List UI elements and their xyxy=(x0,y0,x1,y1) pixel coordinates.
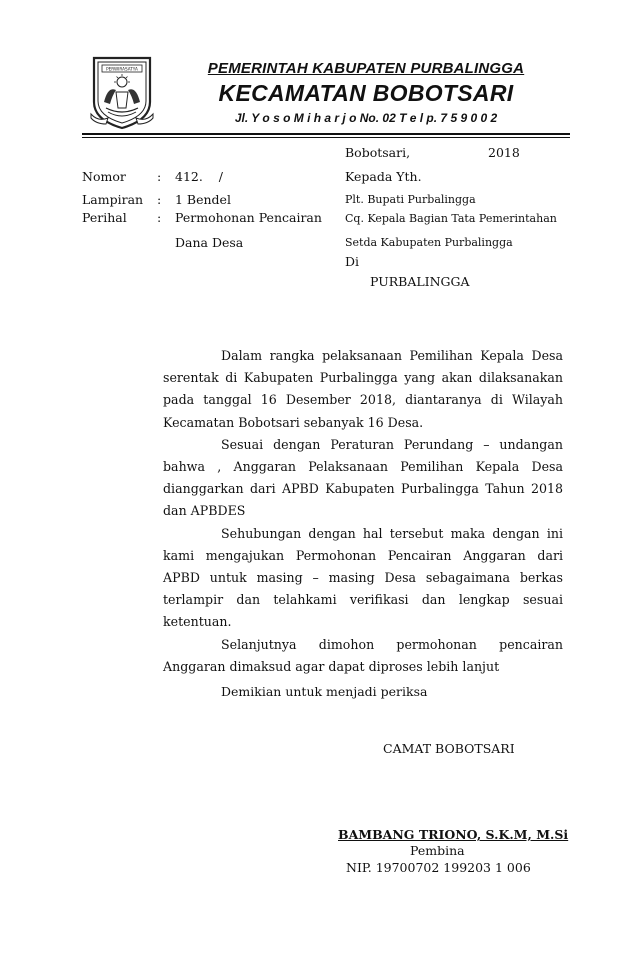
date-year: 2018 xyxy=(488,145,520,160)
recipient-line1: Plt. Bupati Purbalingga xyxy=(345,193,476,206)
letterhead-rule-thick xyxy=(82,133,570,135)
body-paragraph-2: Sesuai dengan Peraturan Perundang – undangan bahwa , Anggaran Pelaksanaan Pemilihan Kepala Desa dianggarkan dari APBD Kabupaten Purbalingga Tahun 2018 dan APBDES xyxy=(163,436,563,519)
regency-emblem-icon xyxy=(88,52,156,130)
signature-nip: NIP. 19700702 199203 1 006 xyxy=(346,860,531,875)
place-label: Bobotsari, xyxy=(345,145,411,160)
letterhead-government: PEMERINTAH KABUPATEN PURBALINGGA xyxy=(207,60,525,77)
recipient-city: PURBALINGGA xyxy=(370,274,470,289)
perihal-value: Permohonan Pencairan xyxy=(175,210,322,225)
lampiran-label: Lampiran xyxy=(82,192,144,207)
recipient-di: Di xyxy=(345,254,360,269)
letterhead-district: KECAMATAN BOBOTSARI xyxy=(218,80,514,106)
perihal-colon: : xyxy=(157,210,162,225)
body-paragraph-3: Sehubungan dengan hal tersebut maka dengan ini kami mengajukan Permohonan Pencairan Anggaran dari APBD untuk masing – masing Desa sebagaimana berkas terlampir dan telahkami verifikasi dan lengkap sesuai ketentuan. xyxy=(163,525,563,630)
recipient-greeting: Kepada Yth. xyxy=(345,169,422,184)
letterhead-address: Jl. Y o s o M i h a r j o No. 02 T e l p. 7 5 9 0 0 2 xyxy=(234,111,498,125)
signature-rank: Pembina xyxy=(410,843,465,858)
body-paragraph-1: Dalam rangka pelaksanaan Pemilihan Kepala Desa serentak di Kabupaten Purbalingga yang akan dilaksanakan pada tanggal 16 Desember 2018, diantaranya di Wilayah Kecamatan Bobotsari sebanyak 16 Desa. xyxy=(163,348,563,430)
recipient-line3: Setda Kabupaten Purbalingga xyxy=(345,236,513,249)
signature-name: BAMBANG TRIONO, S.K.M, M.Si xyxy=(338,827,569,842)
letter-body xyxy=(163,345,563,678)
nomor-colon: : xyxy=(157,169,162,184)
nomor-label: Nomor xyxy=(82,169,126,184)
perihal-label: Perihal xyxy=(82,210,127,225)
closing-sentence: Demikian untuk menjadi periksa xyxy=(221,684,428,699)
signature-title: CAMAT BOBOTSARI xyxy=(383,741,515,756)
nomor-value: 412. / xyxy=(175,169,223,184)
lampiran-value: 1 Bendel xyxy=(175,192,231,207)
letterhead-rule-thin xyxy=(82,137,570,138)
perihal-value-line2: Dana Desa xyxy=(175,235,244,250)
body-paragraph-4: Selanjutnya dimohon permohonan pencairan Anggaran dimaksud agar dapat diproses lebih lanjut xyxy=(163,636,563,674)
lampiran-colon: : xyxy=(157,192,162,207)
recipient-line2: Cq. Kepala Bagian Tata Pemerintahan xyxy=(345,212,557,225)
emblem-motto: PERWIRASATYA xyxy=(106,66,138,72)
